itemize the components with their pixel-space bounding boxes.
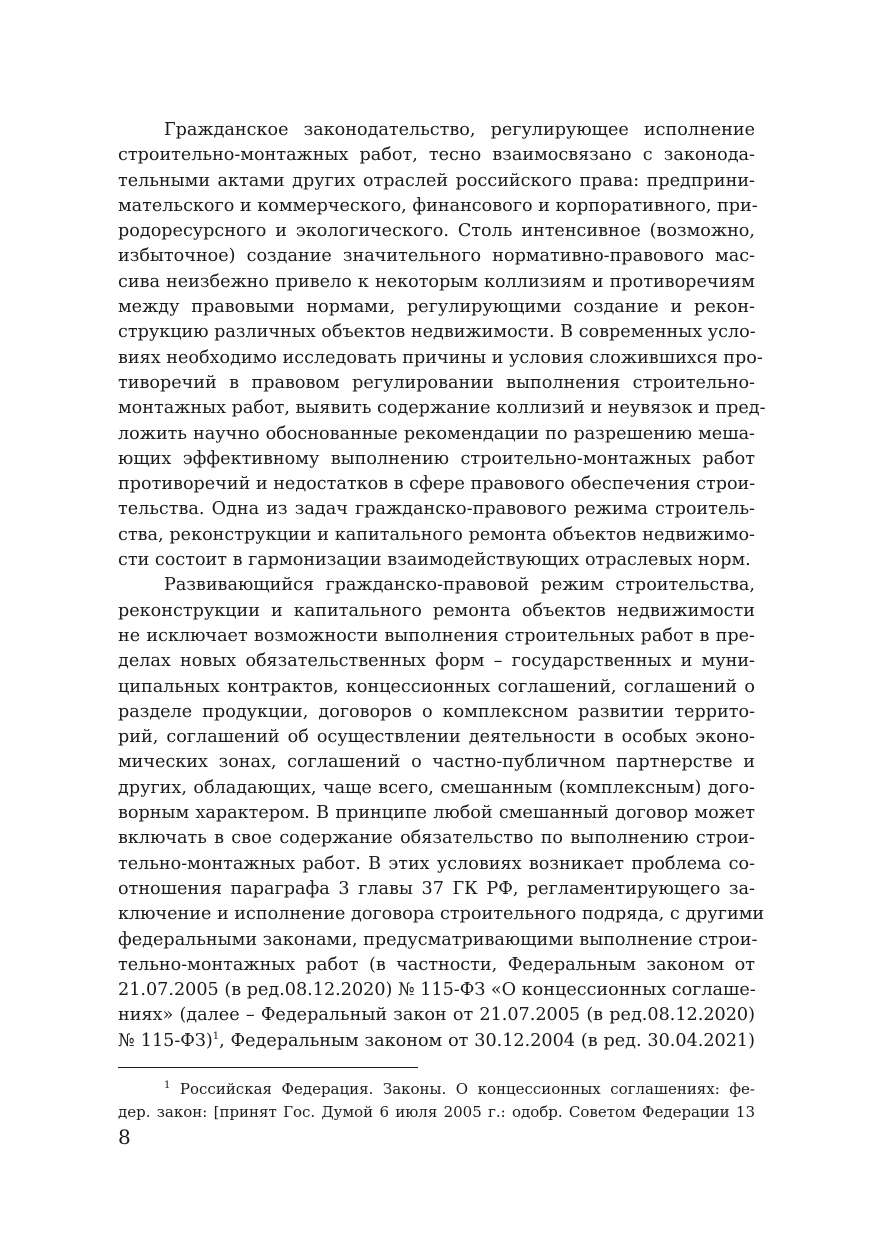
text-line: включать в свое содержание обязательство по выполнению строи- xyxy=(118,828,755,849)
text-line: мательского и коммерческого, финансового и корпоративного, при- xyxy=(118,195,758,216)
text-line: Гражданское законодательство, регулирующее исполнение xyxy=(164,120,755,140)
text-line: ющих эффективному выполнению строительно-монтажных работ xyxy=(118,448,755,469)
text-line: Развивающийся гражданско-правовой режим строительства, xyxy=(164,575,755,596)
footnote-reference[interactable]: 1 xyxy=(212,1030,220,1042)
text-line: сива неизбежно привело к некоторым коллизиям и противоречиям xyxy=(118,271,755,292)
text-line: ложить научно обоснованные рекомендации по разрешению меша- xyxy=(118,423,755,444)
text-line: противоречий и недостатков в сфере правового обеспечения строи- xyxy=(118,474,756,495)
paragraph-1 xyxy=(118,118,766,573)
text-line: между правовыми нормами, регулирующими создание и рекон- xyxy=(118,297,755,318)
text-line: струкцию различных объектов недвижимости. В современных усло- xyxy=(118,322,756,343)
main-text xyxy=(118,118,766,1054)
text-line: избыточное) создание значительного нормативно-правового мас- xyxy=(118,246,755,267)
footnote-marker: 1 xyxy=(164,1080,171,1091)
page-number: 8 xyxy=(118,1125,131,1149)
text-fragment: , Федеральным законом от 30.12.2004 (в ред. 30.04.2021) xyxy=(219,1030,755,1051)
text-line: строительно-монтажных работ, тесно взаимосвязано с законода- xyxy=(118,145,755,166)
text-line: ниях» (далее – Федеральный закон от 21.07.2005 (в ред.08.12.2020) xyxy=(118,1005,755,1026)
text-line: родоресурсного и экологического. Столь интенсивное (возможно, xyxy=(118,221,755,242)
text-line: ципальных контрактов, концессионных соглашений, соглашений о xyxy=(118,676,755,697)
text-line: ключение и исполнение договора строительного подряда, с другими xyxy=(118,904,765,925)
text-line: 21.07.2005 (в ред.08.12.2020) № 115-ФЗ «О концессионных соглаше- xyxy=(118,980,756,1001)
text-line: отношения параграфа 3 главы 37 ГК РФ, регламентирующего за- xyxy=(118,878,755,899)
text-line: реконструкции и капитального ремонта объектов недвижимости xyxy=(118,600,755,621)
text-line: разделе продукции, договоров о комплексном развитии террито- xyxy=(118,701,755,722)
footnote xyxy=(118,1078,755,1124)
footnote-line: дер. закон: [принят Гос. Думой 6 июля 2005 г.: одобр. Советом Федерации 13 xyxy=(118,1103,755,1121)
text-line: тельно-монтажных работ (в частности, Федеральным законом от xyxy=(118,954,755,975)
text-line: виях необходимо исследовать причины и условия сложившихся про- xyxy=(118,347,763,368)
text-line: ства, реконструкции и капитального ремонта объектов недвижимо- xyxy=(118,524,755,545)
text-line: федеральными законами, предусматривающими выполнение строи- xyxy=(118,929,758,950)
text-fragment: № 115-ФЗ) xyxy=(118,1030,213,1051)
text-line: тельно-монтажных работ. В этих условиях возникает проблема со- xyxy=(118,853,755,874)
footnote-line xyxy=(118,1078,755,1101)
text-line: делах новых обязательственных форм – государственных и муни- xyxy=(118,651,755,672)
text-line: других, обладающих, чаще всего, смешанным (комплексным) дого- xyxy=(118,777,755,798)
footnote-divider xyxy=(118,1067,418,1068)
text-line: тельства. Одна из задач гражданско-правового режима строитель- xyxy=(118,499,755,520)
text-line: ворным характером. В принципе любой смешанный договор может xyxy=(118,803,755,824)
paragraph-2 xyxy=(118,573,765,1054)
text-line: тиворечий в правовом регулировании выполнения строительно- xyxy=(118,372,755,393)
text-line: тельными актами других отраслей российского права: предприни- xyxy=(118,170,755,191)
text-line: монтажных работ, выявить содержание коллизий и неувязок и пред- xyxy=(118,398,766,419)
text-line: сти состоит в гармонизации взаимодействующих отраслевых норм. xyxy=(118,550,751,571)
text-line xyxy=(118,1029,755,1054)
text-line: не исключает возможности выполнения строительных работ в пре- xyxy=(118,625,755,646)
footnote-text: Российская Федерация. Законы. О концессионных соглашениях: фе- xyxy=(179,1080,755,1098)
text-line: мических зонах, соглашений о частно-публичном партнерстве и xyxy=(118,752,755,773)
text-line: рий, соглашений об осуществлении деятельности в особых эконо- xyxy=(118,727,755,748)
